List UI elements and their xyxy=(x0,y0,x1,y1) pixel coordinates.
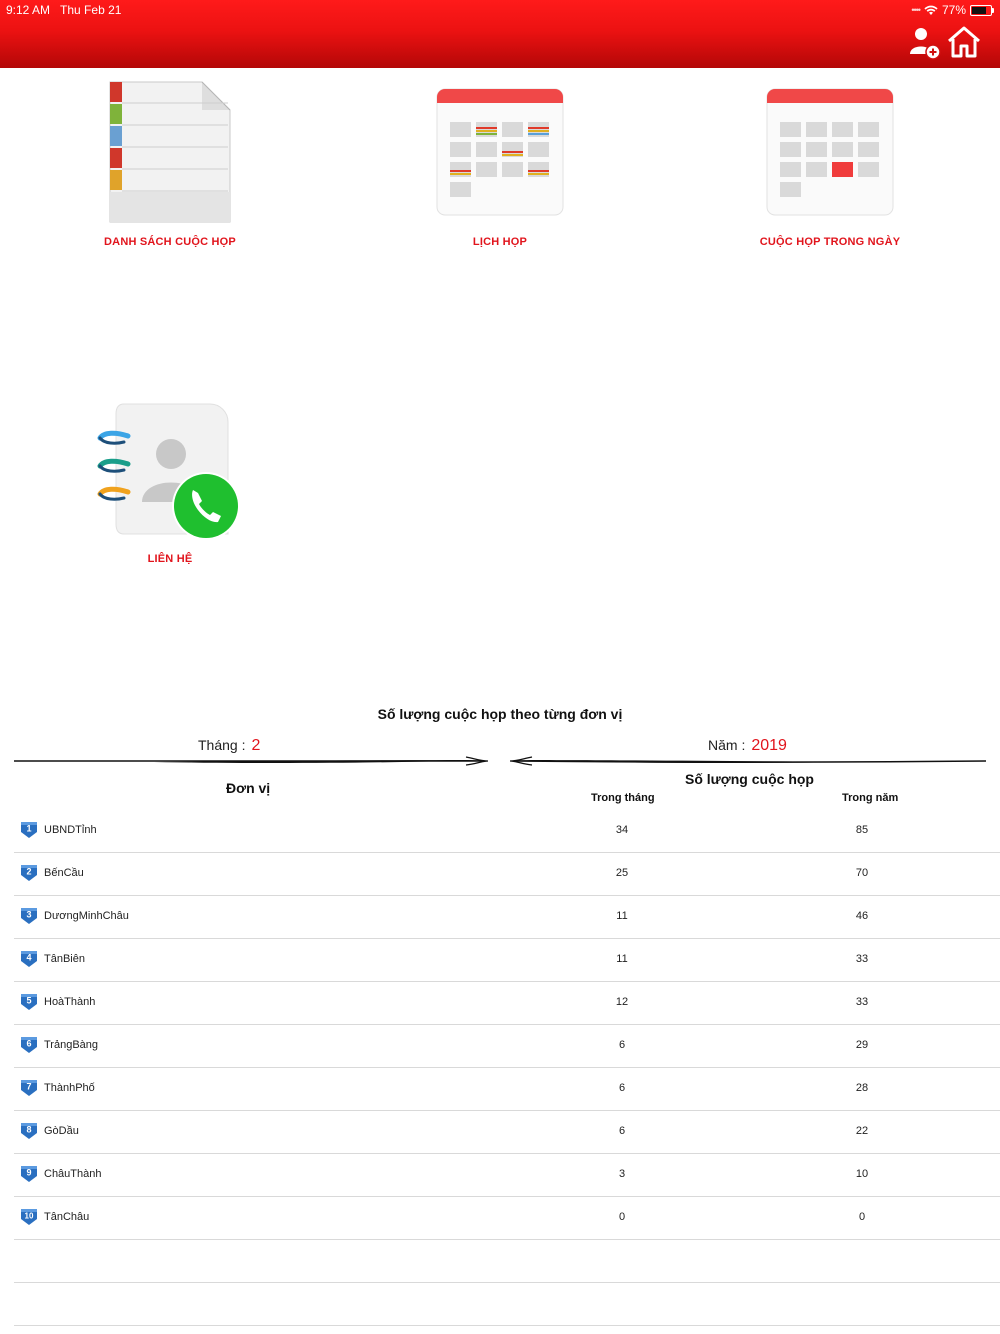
rank-badge-icon xyxy=(20,1208,38,1226)
table-row[interactable] xyxy=(14,939,1000,982)
year-label: Năm : xyxy=(708,737,746,753)
table-row[interactable] xyxy=(14,1025,1000,1068)
count-year: 10 xyxy=(855,1168,869,1180)
rank-number: 4 xyxy=(26,952,32,963)
count-month: 11 xyxy=(616,910,628,922)
home-icon xyxy=(946,24,982,60)
rank-badge-icon xyxy=(20,1079,38,1097)
signal-icon: •••• xyxy=(911,5,920,15)
calendar-icon xyxy=(436,88,566,218)
today-meetings-tile[interactable] xyxy=(750,78,910,258)
rank-badge-icon xyxy=(20,864,38,882)
table-row[interactable] xyxy=(14,896,1000,939)
add-user-icon xyxy=(906,24,942,60)
calendar-tile[interactable] xyxy=(420,78,580,258)
unit-name: DươngMinhChâu xyxy=(44,910,129,922)
rank-badge-icon xyxy=(20,950,38,968)
rank-number: 5 xyxy=(26,995,32,1006)
rank-number: 3 xyxy=(26,909,32,920)
unit-name: TânChâu xyxy=(44,1211,90,1223)
table-row-empty xyxy=(14,1283,1000,1326)
unit-name: BếnCầu xyxy=(44,867,84,879)
count-year: 70 xyxy=(855,867,869,879)
table-row-empty xyxy=(14,1240,1000,1283)
rank-badge-icon xyxy=(20,821,38,839)
count-year: 0 xyxy=(858,1211,866,1223)
calendar-today-icon xyxy=(766,88,896,218)
unit-name: TrảngBàng xyxy=(44,1039,99,1051)
rank-badge-icon xyxy=(20,1036,38,1054)
unit-name: HoàThành xyxy=(44,996,96,1008)
meeting-list-label: DANH SÁCH CUỘC HỌP xyxy=(104,236,236,248)
status-time xyxy=(6,3,121,17)
column-meeting-count: Số lượng cuộc họp xyxy=(685,771,814,787)
count-year: 85 xyxy=(855,824,869,836)
unit-name: ChâuThành xyxy=(44,1168,102,1180)
unit-name: ThànhPhố xyxy=(44,1082,95,1094)
add-user-button[interactable] xyxy=(906,24,942,60)
wifi-icon xyxy=(924,5,938,16)
rank-badge-icon xyxy=(20,907,38,925)
month-value[interactable]: 2 xyxy=(251,737,261,754)
battery-percent: 77% xyxy=(941,3,966,17)
column-this-year: Trong năm xyxy=(842,792,899,804)
status-clock: 9:12 AM xyxy=(6,3,51,17)
rank-number: 10 xyxy=(24,1211,34,1221)
count-month: 3 xyxy=(618,1168,626,1180)
contacts-tile[interactable] xyxy=(90,398,250,578)
month-label: Tháng : xyxy=(198,737,246,753)
rank-number: 1 xyxy=(26,823,32,834)
contacts-phone-icon xyxy=(94,402,244,544)
count-month: 25 xyxy=(615,867,629,879)
count-month: 0 xyxy=(618,1211,626,1223)
count-month: 6 xyxy=(618,1125,626,1137)
contacts-label: LIÊN HỆ xyxy=(147,553,193,565)
count-month: 12 xyxy=(615,996,629,1008)
document-list-icon xyxy=(104,80,234,225)
unit-name: GòDầu xyxy=(44,1125,79,1137)
unit-name: UBNDTỉnh xyxy=(44,824,97,836)
top-bar xyxy=(0,0,1000,68)
count-year: 29 xyxy=(855,1039,869,1051)
table-row[interactable] xyxy=(14,1154,1000,1197)
rank-badge-icon xyxy=(20,1122,38,1140)
calendar-label: LỊCH HỌP xyxy=(472,236,528,248)
count-year: 28 xyxy=(855,1082,869,1094)
table-row[interactable] xyxy=(14,810,1000,853)
count-month: 34 xyxy=(615,824,629,836)
ornament-divider xyxy=(14,750,986,772)
count-month: 6 xyxy=(618,1082,626,1094)
status-indicators xyxy=(911,3,992,17)
stats-title: Số lượng cuộc họp theo từng đơn vị xyxy=(377,706,623,722)
status-date: Thu Feb 21 xyxy=(60,3,122,17)
rank-badge-icon xyxy=(20,993,38,1011)
rank-number: 7 xyxy=(26,1081,32,1092)
count-year: 46 xyxy=(855,910,869,922)
unit-name: TânBiên xyxy=(44,953,85,965)
rank-number: 6 xyxy=(26,1038,32,1049)
rank-number: 9 xyxy=(26,1167,32,1178)
table-row[interactable] xyxy=(14,853,1000,896)
column-unit: Đơn vị xyxy=(226,780,271,796)
table-row[interactable] xyxy=(14,1197,1000,1240)
table-row[interactable] xyxy=(14,1068,1000,1111)
home-button[interactable] xyxy=(946,24,982,60)
meeting-list-tile[interactable] xyxy=(90,78,250,258)
count-month: 11 xyxy=(616,953,628,965)
rank-badge-icon xyxy=(20,1165,38,1183)
rank-number: 2 xyxy=(26,866,32,877)
year-value[interactable]: 2019 xyxy=(751,737,787,754)
rank-number: 8 xyxy=(26,1124,32,1135)
column-this-month: Trong tháng xyxy=(591,792,655,804)
count-year: 33 xyxy=(855,996,869,1008)
count-year: 22 xyxy=(855,1125,869,1137)
table-row[interactable] xyxy=(14,982,1000,1025)
today-meetings-label: CUỘC HỌP TRONG NGÀY xyxy=(759,236,901,248)
table-row[interactable] xyxy=(14,1111,1000,1154)
count-month: 6 xyxy=(618,1039,626,1051)
count-year: 33 xyxy=(855,953,869,965)
battery-icon xyxy=(970,5,992,16)
